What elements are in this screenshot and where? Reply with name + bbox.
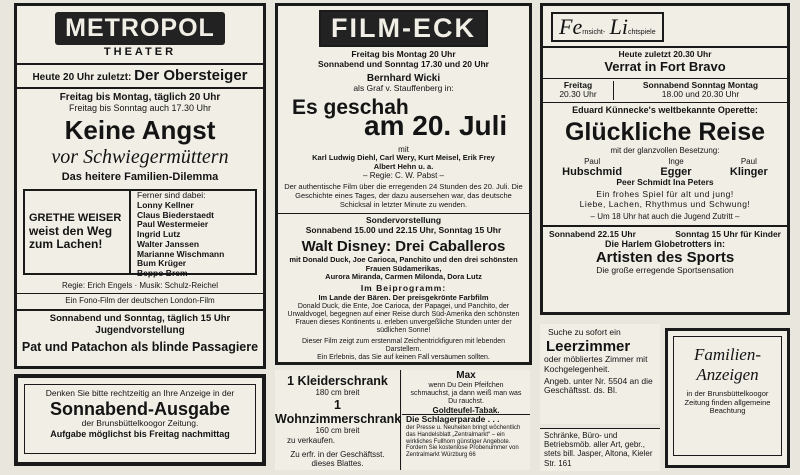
- filmeck-disney-title: Walt Disney: Drei Caballeros: [301, 237, 506, 255]
- furniture-sale: zu verkaufen.: [287, 435, 336, 445]
- metropol-star-2: weist den Weg: [29, 223, 113, 238]
- notice-ad: [14, 374, 266, 466]
- metropol-schedule-1: Freitag bis Montag, täglich 20 Uhr: [59, 91, 221, 103]
- leerzimmer-ref: Angeb. unter Nr. 5504 an die Geschäftsst. ds. Bl.: [544, 375, 653, 396]
- notice-line-3: Aufgabe möglichst bis Freitag nachmittag: [50, 429, 230, 440]
- fernseh-cast-first: Inge: [668, 156, 684, 166]
- furniture-ad: [275, 370, 401, 470]
- fernseh-ad: [540, 3, 790, 315]
- fernseh-cast-last: Klinger: [729, 165, 768, 178]
- fernseh-time-day: Freitag: [563, 79, 593, 90]
- fernseh-cast-intro: mit der glanzvollen Besetzung:: [610, 146, 720, 156]
- fernseh-logo-b: Li: [609, 14, 628, 39]
- familien-title-1: Familien-: [693, 345, 762, 364]
- fernseh-last-title: Verrat in Fort Bravo: [604, 58, 726, 74]
- filmeck-disney-cast: mit Donald Duck, Joe Carioca, Panchito und den drei schönsten Frauen Südamerikas,: [289, 255, 518, 273]
- metropol-production: Ein Fono-Film der deutschen London-Film: [65, 296, 215, 306]
- schlager-title: Die Schlagerparade . . .: [406, 415, 500, 424]
- filmeck-with: mit: [398, 144, 409, 154]
- fernseh-cast-first: Paul: [584, 156, 601, 166]
- fernseh-time-value: 20.30 Uhr: [559, 89, 597, 100]
- filmeck-title-a: Es geschah: [292, 95, 409, 119]
- fernseh-late-left: Sonnabend 22.15 Uhr: [549, 228, 636, 239]
- filmeck-schedule-2: Sonnabend und Sonntag 17.30 und 20 Uhr: [318, 58, 489, 69]
- filmeck-note: Dieser Film zeigt zum erstenmal Zeichentrickfiguren mit lebenden Darstellern.: [301, 337, 506, 353]
- filmeck-cast-2: Albert Hehn u. a.: [373, 161, 434, 171]
- fernseh-logo-a-small: rnsicht-: [582, 29, 606, 36]
- metropol-cast-member: Walter Janssen: [137, 238, 200, 249]
- filmeck-star: Bernhard Wicki: [366, 72, 441, 84]
- schlager-text: der Presse u. Neuheiten bringt wöchentlich das Handelsblatt „Zentralmarkt“ – ein wirkliches Fullhorn günstiger Angebote. Fordern Sie kostenlose Probenummer von Zentralmarkt Würzburg 66: [406, 424, 521, 459]
- fernseh-globetrotters: Die Harlem Globetrotters in:: [604, 238, 726, 249]
- furniture-contact: Zu erfr. in der Geschäftsst. dieses Blattes.: [290, 449, 385, 468]
- filmeck-disney-cast-2: Aurora Miranda, Carmen Milonda, Dora Lutz: [325, 272, 482, 282]
- metropol-star-box: [25, 191, 131, 273]
- metropol-cast-member: Lonny Kellner: [137, 199, 194, 210]
- metropol-cast-member: Beppo Brem: [137, 268, 188, 279]
- notice-line-1: Denken Sie bitte rechtzeitig an Ihre Anzeige in der: [45, 388, 235, 398]
- fernseh-late-right: Sonntag 15 Uhr für Kinder: [675, 228, 781, 239]
- fernseh-cast-last: Hubschmid: [562, 165, 623, 178]
- furniture-item-1: 1 Kleiderschrank: [287, 374, 388, 388]
- metropol-youth-label: Jugendvorstellung: [95, 325, 185, 337]
- fernseh-slogan-2: Liebe, Lachen, Rhythmus und Schwung!: [579, 198, 751, 209]
- fernseh-time-day: Sonnabend Sonntag Montag: [642, 79, 759, 90]
- metropol-logo-sub: THEATER: [103, 46, 177, 58]
- fernseh-logo-b-small: chtspiele: [627, 29, 656, 36]
- metropol-logo: METROPOL: [55, 12, 225, 45]
- furniture-item-1-size: 180 cm breit: [315, 388, 360, 398]
- filmeck-program-title: Im Lande der Bären. Der preisgekrönte Farbfilm: [318, 292, 489, 302]
- fernseh-time-value: 18.00 und 20.30 Uhr: [661, 89, 740, 100]
- schraenke-text: Schränke, Büro- und Betriebsmöb. aller Art, gebr., stets bill. Jasper, Altona, Kieler Str. 161: [544, 431, 653, 468]
- filmeck-cast-1: Karl Ludwig Diehl, Carl Wery, Kurt Meisel, Erik Frey: [312, 152, 495, 162]
- schraenke-ad: [540, 428, 660, 471]
- familien-title-2: Anzeigen: [696, 364, 759, 384]
- metropol-last-day: Heute 20 Uhr zuletzt:: [32, 71, 132, 83]
- max-brand: Goldteufel-Tabak.: [432, 405, 500, 415]
- furniture-item-2-size: 160 cm breit: [315, 426, 360, 436]
- leerzimmer-text: oder möbliertes Zimmer mit Kochgelegenheit.: [544, 354, 648, 374]
- metropol-last-title: Der Obersteiger: [134, 66, 248, 84]
- metropol-star-3: zum Lachen!: [29, 237, 103, 252]
- max-ad: [402, 370, 530, 415]
- filmeck-program-label: Im Beiprogramm:: [360, 282, 447, 293]
- filmeck-schedule-1: Freitag bis Montag 20 Uhr: [351, 49, 456, 59]
- filmeck-logo: FILM-ECK: [319, 10, 488, 47]
- leerzimmer-ad: [540, 324, 660, 424]
- filmeck-star-role: als Graf v. Stauffenberg in:: [353, 83, 454, 94]
- fernseh-slogan-1: Ein frohes Spiel für alt und jung!: [596, 189, 734, 200]
- metropol-cast-member: Ingrid Lutz: [137, 229, 181, 240]
- filmeck-closing: Ein Erlebnis, das Sie auf keinen Fall versäumen sollten.: [317, 353, 490, 361]
- fernseh-operetta-intro: Eduard Künnecke's weltbekannte Operette:: [572, 105, 758, 116]
- fernseh-title: Glückliche Reise: [564, 117, 766, 146]
- metropol-cast-member: Bum Krüger: [137, 258, 187, 269]
- familien-text: in der Brunsbüttelkoogor Zeitung finden allgemeine Beachtung: [684, 389, 771, 416]
- leerzimmer-title: Leerzimmer: [546, 337, 631, 355]
- familien-ad: [665, 328, 790, 468]
- metropol-tagline: Das heitere Familien-Dilemma: [61, 171, 219, 184]
- notice-line-2: der Brunsbüttelkoogor Zeitung.: [81, 418, 199, 429]
- filmeck-description: Der authentische Film über die erregenden 24 Stunden des 20. Juli. Die Geschichte eines Tages, der dazu ausersehen war, das deutsche Schicksal in letzter Minute zu wenden.: [284, 182, 523, 209]
- fernseh-cast-more: Peer Schmidt Ina Peters: [616, 177, 714, 188]
- filmeck-ad: [275, 3, 532, 365]
- schlager-ad: [402, 415, 530, 470]
- filmeck-disney-desc: Donald Duck, die Ente, Joe Carioca, der Papagei, und Panchito, der Urwaldvogel, begegnen auf einer Reise durch Süd-Amerika den schönsten Frauen dieses Kontinents u. erleben unvergeßliche Stunden unter der südlichen Sonne!: [287, 303, 520, 335]
- metropol-cast-member: Marianne Wischmann: [137, 248, 225, 259]
- filmeck-special-schedule: Sonnabend 15.00 und 22.15 Uhr, Sonntag 15 Uhr: [305, 225, 502, 236]
- max-text: wenn Du Dein Pfeifchen schmauchst, ja dann weiß man was Du rauchst.: [410, 381, 522, 405]
- fernseh-logo-a: Fe: [559, 14, 583, 39]
- metropol-star-1: GRETHE WEISER: [29, 211, 122, 224]
- metropol-cast-intro: Ferner sind dabei:: [137, 190, 206, 201]
- fernseh-last-day: Heute zuletzt 20.30 Uhr: [618, 49, 712, 59]
- max-title: Max: [456, 370, 476, 381]
- fernseh-artisten-title: Artisten des Sports: [595, 249, 735, 267]
- metropol-schedule-2: Freitag bis Sonntag auch 17.30 Uhr: [68, 103, 212, 114]
- filmeck-special-label: Sondervorstellung: [365, 215, 442, 226]
- metropol-title-1: Keine Angst: [64, 115, 216, 146]
- fernseh-cast-last: Egger: [660, 165, 692, 178]
- filmeck-director: – Regie: C. W. Pabst –: [363, 171, 444, 181]
- metropol-ad: [14, 3, 266, 369]
- metropol-title-2: vor Schwiegermüttern: [51, 146, 229, 169]
- metropol-credits: Regie: Erich Engels · Musik: Schulz-Reichel: [61, 281, 219, 291]
- furniture-item-2: 1 Wohnzimmerschrank: [275, 397, 402, 426]
- metropol-cast-member: Claus Biederstaedt: [137, 209, 214, 220]
- leerzimmer-intro: Suche zu sofort ein: [548, 327, 621, 337]
- metropol-cast-member: Paul Westermeier: [137, 219, 209, 230]
- fernseh-youth-note: – Um 18 Uhr hat auch die Jugend Zutritt –: [590, 211, 740, 221]
- filmeck-title-b: am 20. Juli: [364, 109, 508, 141]
- metropol-youth-schedule: Sonnabend und Sonntag, täglich 15 Uhr: [49, 313, 231, 325]
- fernseh-cast-first: Paul: [740, 156, 757, 166]
- notice-title: Sonnabend-Ausgabe: [49, 398, 230, 419]
- fernseh-artisten-sub: Die große erregende Sportsensation: [596, 265, 734, 276]
- metropol-youth-title: Pat und Patachon als blinde Passagiere: [21, 339, 259, 354]
- fernseh-logo: [551, 12, 664, 42]
